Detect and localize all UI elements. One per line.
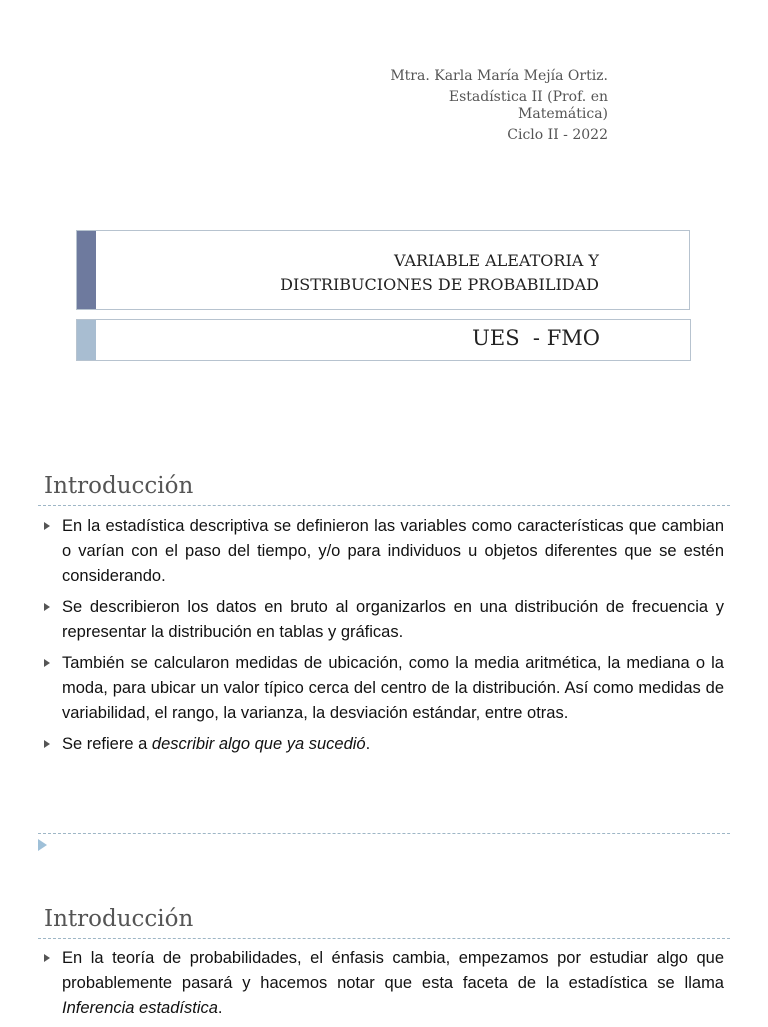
document-title [280,249,599,297]
course-name [308,89,608,123]
bullet-arrow-icon [44,954,50,962]
course-line-1: Estadística II (Prof. en [448,89,608,105]
title-line-1: VARIABLE ALEATORIA Y [394,251,599,270]
list-item [44,514,724,589]
bullet-text: También se calcularon medidas de ubicación, como la media aritmética, la mediana o la moda, para ubicar un valor típico cerca del centro de la distribución. Así como medidas de variabilidad, el rango, la varianza, la desviación estándar, entre otras. [62,654,724,722]
slide-marker-arrow-icon [38,839,47,851]
slide2-divider [38,938,730,939]
bullet-text: Se describieron los datos en bruto al organizarlos en una distribución de frecuencia y representar la distribución en tablas y gráficas. [62,598,724,641]
course-line-2: Matemática) [518,106,608,122]
title-line-2: DISTRIBUCIONES DE PROBABILIDAD [280,275,599,294]
bullet-arrow-icon [44,603,50,611]
slide1-bullet-list [44,514,724,763]
slide-separator [38,833,730,834]
subtitle: UES - FMO [472,326,600,350]
bullet-text-emphasis: describir algo que ya sucedió [151,735,366,753]
cycle-label: Ciclo II - 2022 [507,127,608,143]
list-item [44,732,724,757]
subtitle-accent-bar [77,320,96,360]
slide1-heading: Introducción [44,473,194,499]
bullet-arrow-icon [44,522,50,530]
list-item [44,946,724,1021]
bullet-text: En la estadística descriptiva se definieron las variables como características que cambian o varían con el paso del tiempo, y/o para individuos u objetos diferentes que se estén considerando. [62,517,724,585]
list-item [44,651,724,726]
list-item [44,595,724,645]
subtitle-box [76,319,691,361]
bullet-text-suffix: . [365,735,371,753]
slide2-bullet-list [44,946,724,1027]
bullet-arrow-icon [44,740,50,748]
title-box [76,230,690,310]
bullet-text-emphasis: Inferencia estadística [62,999,218,1017]
slide1-divider [38,505,730,506]
bullet-text-prefix: Se refiere a [62,735,152,753]
slide2-heading: Introducción [44,906,194,932]
author-block [308,68,608,148]
bullet-arrow-icon [44,659,50,667]
author-name: Mtra. Karla María Mejía Ortiz. [390,68,608,84]
title-accent-bar [77,231,96,309]
bullet-text-suffix: . [217,999,223,1017]
bullet-text-prefix: En la teoría de probabilidades, el énfasis cambia, empezamos por estudiar algo que probablemente pasará y hacemos notar que esta faceta de la estadística se llama [62,949,724,992]
